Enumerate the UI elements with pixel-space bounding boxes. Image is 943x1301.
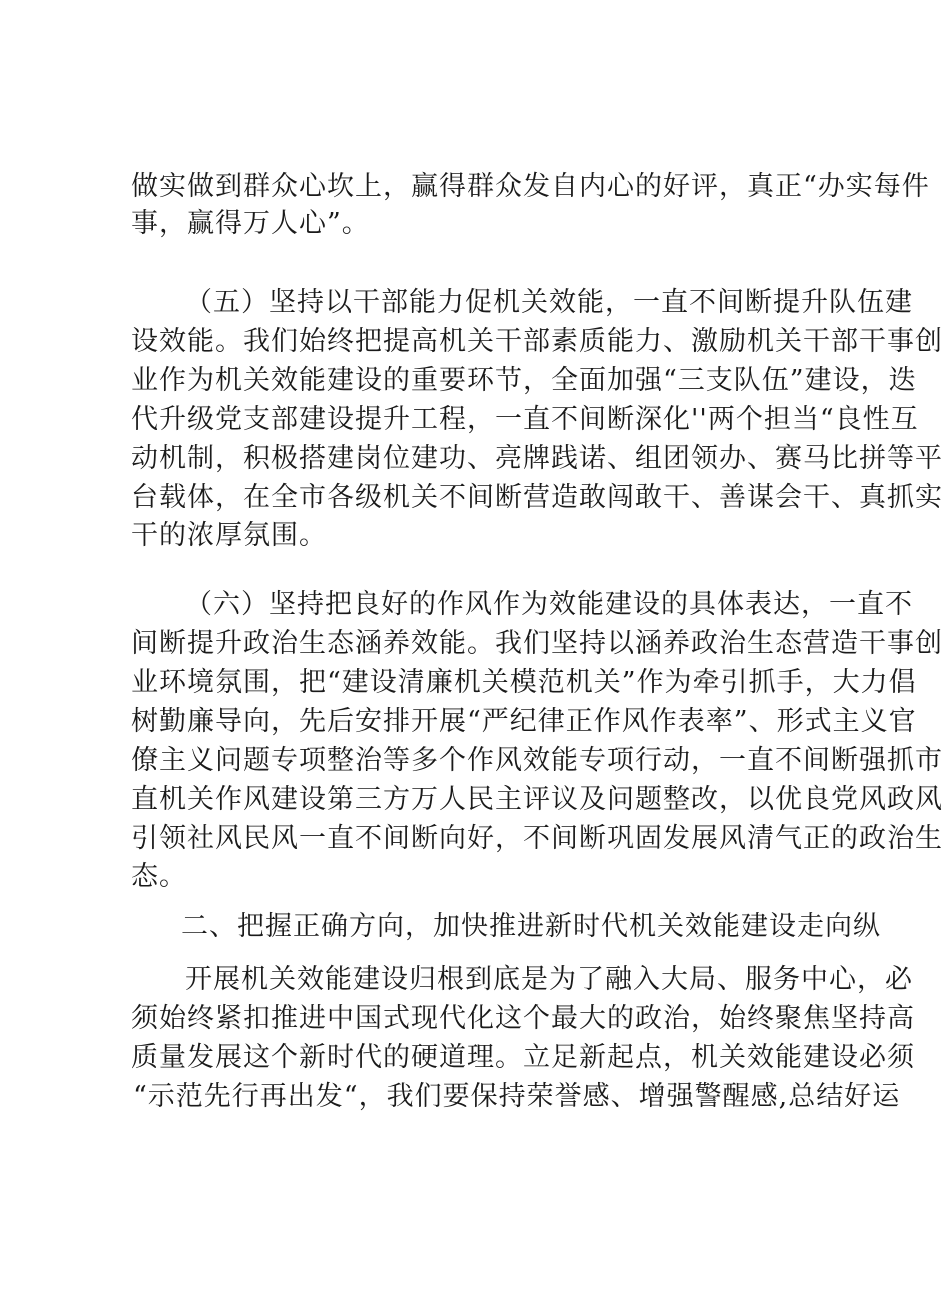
text-line: “示范先行再出发“，我们要保持荣誉感、增强警醒感,总结好运 (133, 1081, 901, 1112)
text-line: 引领社风民风一直不间断向好，不间断巩固发展风清气正的政治生 (131, 823, 943, 854)
text-line: 代升级党支部建设提升工程，一直不间断深化''两个担当“良性互 (131, 404, 919, 435)
text-line: 事，赢得万人心”。 (131, 208, 370, 239)
text-line: 做实做到群众心坎上，赢得群众发自内心的好评，真正“办实每件 (131, 171, 930, 202)
chapter-two-heading: 二、把握正确方向，加快推进新时代机关效能建设走向纵 (181, 911, 881, 942)
text-line: 直机关作风建设第三方万人民主评议及问题整改，以优良党风政风 (131, 784, 943, 815)
text-line: 干的浓厚氛围。 (131, 520, 327, 551)
text-line: 质量发展这个新时代的硬道理。立足新起点，机关效能建设必须 (131, 1042, 915, 1073)
text-line: 动机制，积极搭建岗位建功、亮牌践诺、组团领办、赛马比拼等平 (131, 443, 943, 474)
text-line: 业环境氛围，把“建设清廉机关模范机关”作为牵引抓手，大力倡 (131, 667, 917, 698)
text-line: 态。 (131, 861, 187, 892)
text-line: 台载体，在全市各级机关不间断营造敢闯敢干、善谋会干、真抓实 (131, 482, 943, 513)
text-line: 业作为机关效能建设的重要环节，全面加强“三支队伍”建设，迭 (131, 365, 917, 396)
text-line: 间断提升政治生态涵养效能。我们坚持以涵养政治生态营造干事创 (131, 628, 943, 659)
text-line: 树勤廉导向，先后安排开展“严纪律正作风作表率”、形式主义官 (131, 706, 917, 737)
text-line: 开展机关效能建设归根到底是为了融入大局、服务中心，必 (185, 964, 913, 995)
text-line: 僚主义问题专项整治等多个作风效能专项行动，一直不间断强抓市 (131, 745, 943, 776)
section-five-heading-line: （五）坚持以干部能力促机关效能，一直不间断提升队伍建 (185, 287, 913, 318)
text-line: 设效能。我们始终把提高机关干部素质能力、激励机关干部干事创 (131, 326, 943, 357)
section-six-heading-line: （六）坚持把良好的作风作为效能建设的具体表达，一直不 (185, 589, 913, 620)
text-line: 须始终紧扣推进中国式现代化这个最大的政治，始终聚焦坚持高 (131, 1003, 915, 1034)
